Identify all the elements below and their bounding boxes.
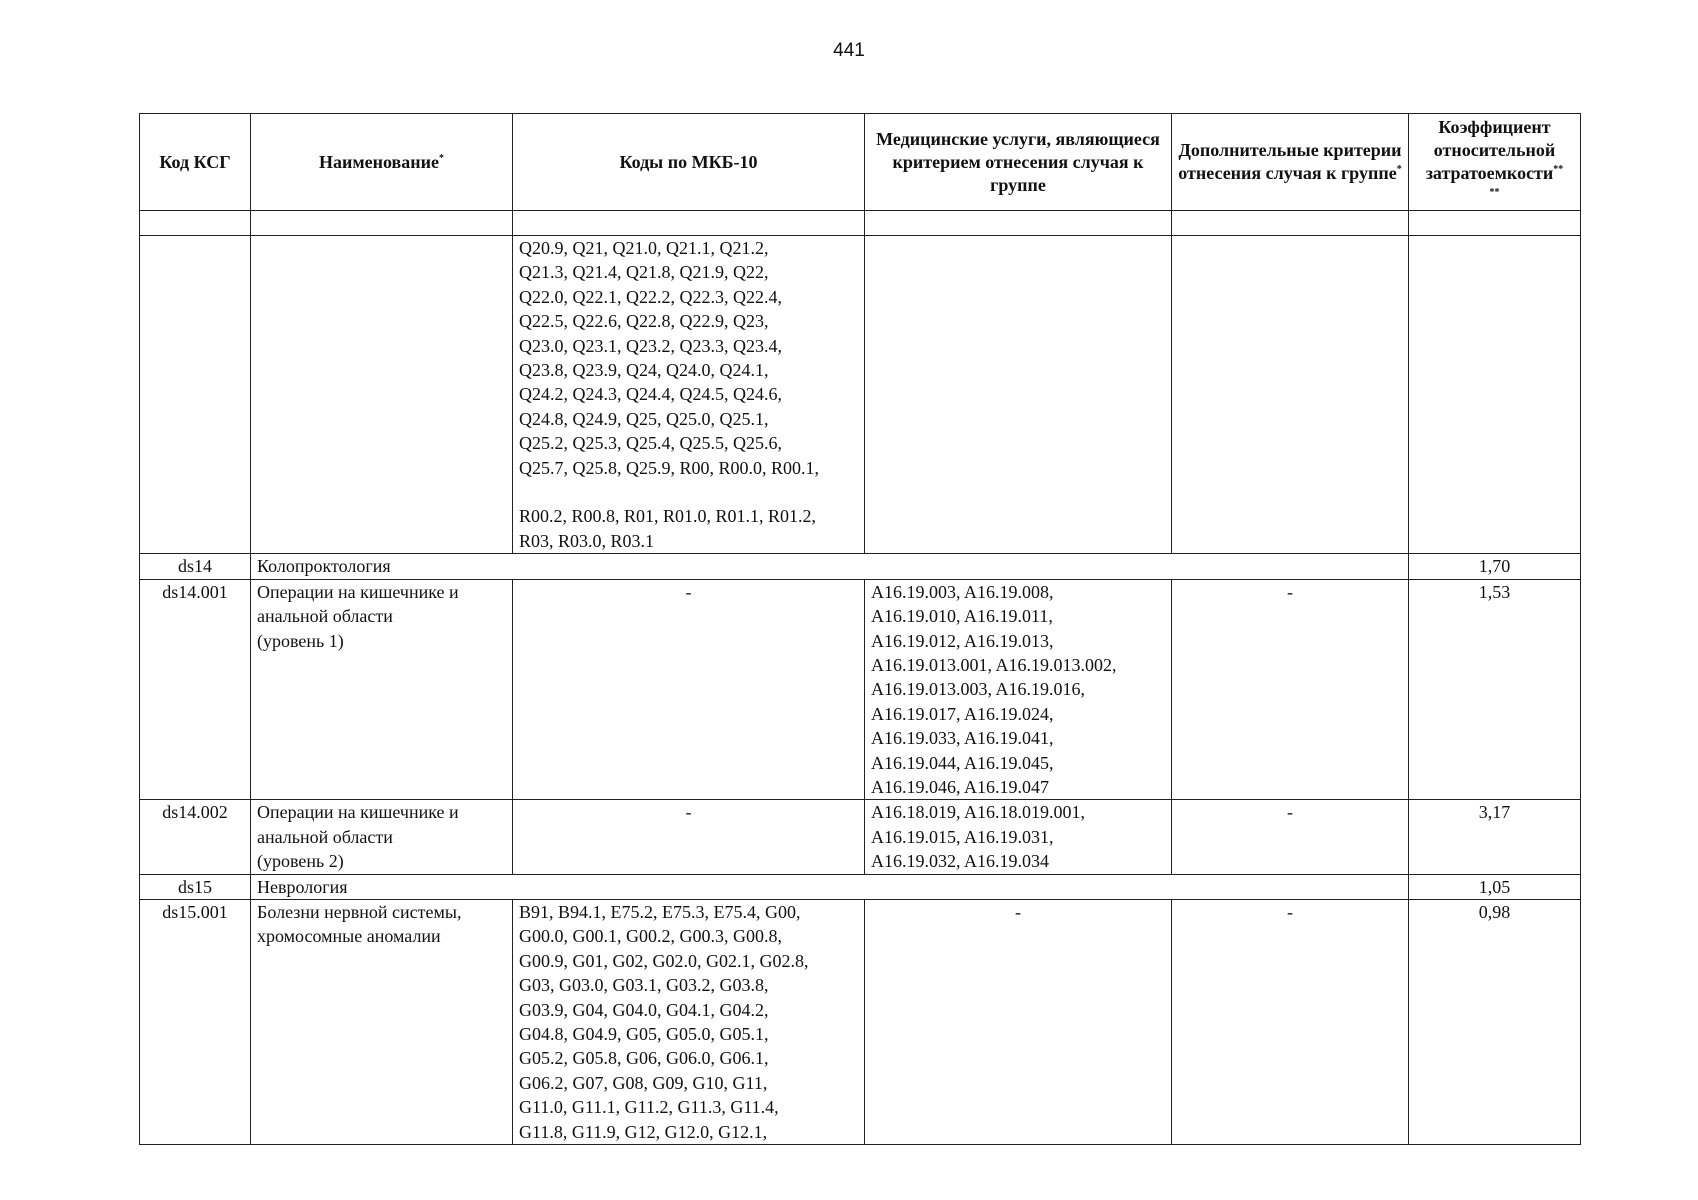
ksg-table — [139, 113, 1581, 1145]
mkb-codes-cell: B91, B94.1, E75.2, E75.3, E75.4, G00, G00.0, G00.1, G00.2, G00.3, G00.8, G00.9, G01, G02, G02.0, G02.1, G02.8, G03, G03.0, G03.1, G03.2, G03.8, G03.9, G04, G04.0, G04.1, G04.2, G04.8, G04.9, G05, G05.0, G05.1, G05.2, G05.8, G06, G06.0, G06.1, G06.2, G07, G08, G09, G10, G11, G11.0, G11.1, G11.2, G11.3, G11.4, G11.8, G11.9, G12, G12.0, G12.1, — [513, 899, 865, 1144]
header-extra: Дополнительные критерии отнесения случая к группе* — [1172, 114, 1409, 211]
extra-criteria-cell: - — [1172, 800, 1409, 874]
extra-criteria-cell: - — [1172, 579, 1409, 800]
services-cell: - — [865, 899, 1172, 1144]
table-row — [140, 579, 1581, 800]
header-row — [140, 114, 1581, 211]
header-mkb: Коды по МКБ-10 — [513, 114, 865, 211]
mkb-codes-cell: Q20.9, Q21, Q21.0, Q21.1, Q21.2, Q21.3, Q21.4, Q21.8, Q21.9, Q22, Q22.0, Q22.1, Q22.2, Q22.3, Q22.4, Q22.5, Q22.6, Q22.8, Q22.9, Q23, Q23.0, Q23.1, Q23.2, Q23.3, Q23.4, Q23.8, Q23.9, Q24, Q24.0, Q24.1, Q24.2, Q24.3, Q24.4, Q24.5, Q24.6, Q24.8, Q24.9, Q25, Q25.0, Q25.1, Q25.2, Q25.3, Q25.4, Q25.5, Q25.6, Q25.7, Q25.8, Q25.9, R00, R00.0, R00.1, R00.2, R00.8, R01, R01.0, R01.1, R01.2, R03, R03.0, R03.1 — [513, 236, 865, 554]
group-name: Неврология — [251, 874, 1409, 899]
coef-value: 1,70 — [1409, 554, 1581, 579]
coef-value: 1,05 — [1409, 874, 1581, 899]
ksg-name: Операции на кишечнике и анальной области (уровень 1) — [251, 579, 513, 800]
table-row — [140, 800, 1581, 874]
services-cell: A16.18.019, A16.18.019.001, A16.19.015, A16.19.031, A16.19.032, A16.19.034 — [865, 800, 1172, 874]
table-row — [140, 236, 1581, 554]
extra-criteria-cell: - — [1172, 899, 1409, 1144]
ksg-name: Операции на кишечнике и анальной области (уровень 2) — [251, 800, 513, 874]
header-coef: Коэффициент относительной затратоемкости** ** — [1409, 114, 1581, 211]
ksg-code: ds14.002 — [140, 800, 251, 874]
coef-value: 3,17 — [1409, 800, 1581, 874]
page-number: 441 — [833, 40, 865, 61]
services-cell: A16.19.003, A16.19.008, A16.19.010, A16.19.011, A16.19.012, A16.19.013, A16.19.013.001, A16.19.013.002, A16.19.013.003, A16.19.016, A16.19.017, A16.19.024, A16.19.033, A16.19.041, A16.19.044, A16.19.045, A16.19.046, A16.19.047 — [865, 579, 1172, 800]
spacer-row — [140, 211, 1581, 236]
ksg-code: ds14.001 — [140, 579, 251, 800]
mkb-codes-cell: - — [513, 800, 865, 874]
ksg-code: ds14 — [140, 554, 251, 579]
table-row — [140, 899, 1581, 1144]
group-row — [140, 874, 1581, 899]
group-row — [140, 554, 1581, 579]
header-code: Код КСГ — [140, 114, 251, 211]
header-name: Наименование* — [251, 114, 513, 211]
ksg-code: ds15 — [140, 874, 251, 899]
ksg-code: ds15.001 — [140, 899, 251, 1144]
header-services: Медицинские услуги, являющиеся критерием отнесения случая к группе — [865, 114, 1172, 211]
ksg-name: Болезни нервной системы, хромосомные аномалии — [251, 899, 513, 1144]
group-name: Колопроктология — [251, 554, 1409, 579]
coef-value: 1,53 — [1409, 579, 1581, 800]
coef-value: 0,98 — [1409, 899, 1581, 1144]
mkb-codes-cell: - — [513, 579, 865, 800]
